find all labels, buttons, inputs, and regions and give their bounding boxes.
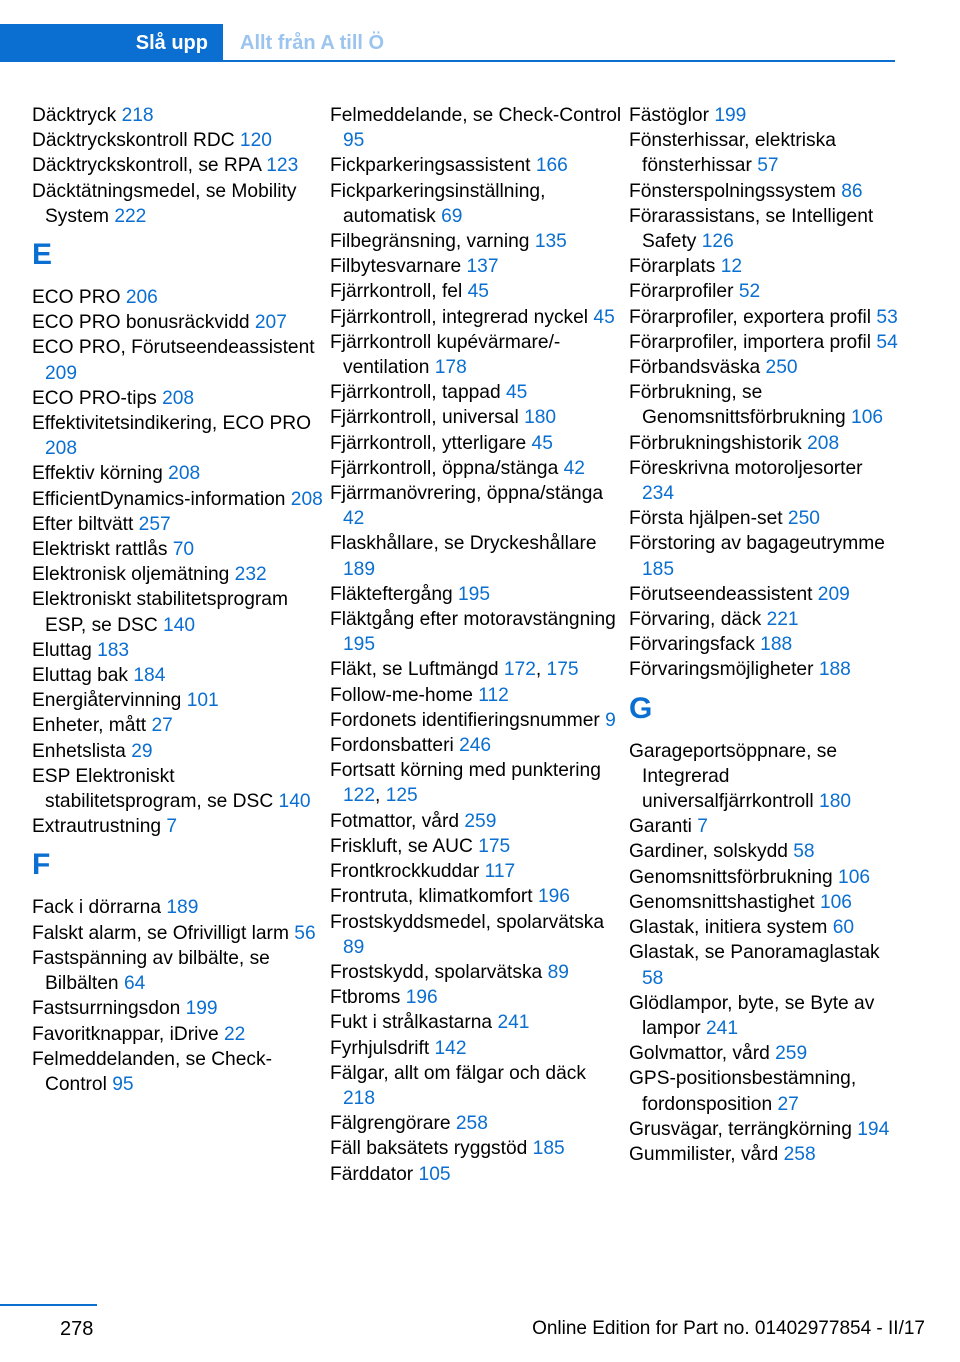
page-link[interactable]: 142 bbox=[434, 1037, 467, 1059]
index-entry-text: Frostskydd, spolarvätska bbox=[330, 961, 543, 983]
page-link[interactable]: 140 bbox=[163, 614, 196, 636]
page-link[interactable]: 57 bbox=[757, 155, 779, 177]
index-entry-text: Förarassistans, se Intelligent Safety bbox=[629, 205, 874, 253]
index-entry-text: Effektiv körning bbox=[32, 463, 163, 485]
page-link[interactable]: 194 bbox=[857, 1118, 890, 1140]
index-entry bbox=[629, 330, 899, 355]
index-entry bbox=[629, 1041, 899, 1066]
index-entry bbox=[629, 607, 899, 632]
page-link[interactable]: 106 bbox=[838, 866, 871, 888]
page-link[interactable]: 54 bbox=[876, 331, 898, 353]
page-link[interactable]: 209 bbox=[817, 583, 850, 605]
index-entry-text: Fordonsbatteri bbox=[330, 735, 454, 757]
tab-sla-upp[interactable]: Slå upp bbox=[0, 24, 223, 62]
index-entry bbox=[330, 179, 622, 229]
index-entry-text: Favoritknappar, iDrive bbox=[32, 1023, 219, 1045]
index-entry bbox=[32, 739, 324, 764]
index-entry bbox=[330, 708, 622, 733]
index-entry bbox=[32, 310, 324, 335]
index-entry-text: Fönsterhissar, elektriska fönsterhissar bbox=[629, 130, 836, 177]
index-entry bbox=[32, 285, 324, 310]
index-entry bbox=[32, 1047, 324, 1097]
index-entry bbox=[629, 632, 899, 657]
index-entry-text: ECO PRO, Förutseendeassistent bbox=[32, 337, 315, 359]
header-tab-bar bbox=[0, 24, 895, 62]
page-link[interactable]: 106 bbox=[819, 891, 852, 913]
page-link[interactable]: 208 bbox=[45, 438, 78, 460]
page-link[interactable]: 259 bbox=[464, 810, 497, 832]
index-entry bbox=[32, 638, 324, 663]
section-letter: G bbox=[629, 691, 653, 725]
page-link[interactable]: 52 bbox=[738, 281, 761, 303]
index-entry-text: Förarprofiler, exportera profil bbox=[629, 306, 872, 328]
page-link[interactable]: 258 bbox=[783, 1143, 816, 1165]
index-entry-text: Däcktryck bbox=[32, 105, 117, 126]
index-entry bbox=[330, 960, 622, 985]
index-entry bbox=[629, 657, 899, 682]
page-link[interactable]: 208 bbox=[162, 387, 195, 409]
index-entry-text: Däcktätningsmedel, se Mobility System bbox=[32, 180, 297, 227]
index-entry bbox=[32, 996, 324, 1021]
index-entry bbox=[32, 814, 324, 839]
index-entry bbox=[629, 915, 899, 940]
index-entry-text: ESP Elektroniskt stabilitetsprogram, se DSC bbox=[32, 765, 274, 813]
index-entry bbox=[330, 910, 622, 960]
page-link[interactable]: 222 bbox=[114, 205, 147, 227]
index-entry bbox=[330, 1010, 622, 1035]
index-entry bbox=[32, 461, 324, 486]
page-link[interactable]: 257 bbox=[138, 513, 171, 535]
page-link[interactable]: 196 bbox=[405, 987, 438, 1009]
page-link[interactable]: 185 bbox=[532, 1138, 565, 1160]
page-link[interactable]: 45 bbox=[467, 281, 489, 303]
page-link[interactable]: 58 bbox=[793, 841, 815, 863]
index-entry-text: Garanti bbox=[629, 816, 692, 838]
index-entry bbox=[629, 355, 899, 380]
index-entry-text: Frontkrockkuddar bbox=[330, 861, 480, 883]
page-link[interactable]: 27 bbox=[151, 715, 173, 737]
page-link[interactable]: 208 bbox=[168, 463, 201, 485]
index-column-2 bbox=[330, 103, 622, 1187]
page-link[interactable]: 7 bbox=[697, 816, 708, 838]
page-link[interactable]: 199 bbox=[185, 998, 218, 1020]
index-entry bbox=[32, 103, 324, 128]
page-link[interactable]: 112 bbox=[478, 684, 509, 706]
index-entry-text: ECO PRO bbox=[32, 287, 121, 309]
index-entry bbox=[629, 204, 899, 254]
index-entry-text: Fjärrkontroll, universal bbox=[330, 407, 519, 429]
page-link[interactable]: 101 bbox=[186, 690, 219, 712]
page-link[interactable]: 207 bbox=[254, 312, 287, 334]
index-entry-text: Fastspänning av bilbälte, se Bilbälten bbox=[32, 947, 270, 995]
index-entry-text: Filbytesvarnare bbox=[330, 256, 462, 278]
page-link[interactable]: 199 bbox=[714, 105, 747, 126]
index-entry bbox=[330, 1136, 622, 1161]
page-link[interactable]: 188 bbox=[760, 634, 793, 656]
index-entry-text: Förvaringsmöjligheter bbox=[629, 659, 814, 681]
page-link[interactable]: 95 bbox=[112, 1073, 134, 1095]
index-entry-text: Förarprofiler, importera profil bbox=[629, 331, 872, 353]
index-entry-text: Fälgar, allt om fälgar och däck bbox=[330, 1062, 586, 1084]
index-entry bbox=[330, 582, 622, 607]
page-link[interactable]: 246 bbox=[459, 735, 492, 757]
index-entry-text: Enhetslista bbox=[32, 740, 126, 762]
index-entry-text: Glödlampor, byte, se Byte av lampor bbox=[629, 992, 875, 1039]
page-link[interactable]: 27 bbox=[777, 1093, 799, 1115]
page-link[interactable]: 45 bbox=[593, 306, 615, 328]
index-entry bbox=[629, 940, 899, 990]
index-entry-text: Fjärrkontroll, fel bbox=[330, 281, 463, 303]
index-entry-text: Förbrukning, se Genomsnittsförbrukning bbox=[629, 382, 846, 429]
index-entry-text: Glastak, initiera system bbox=[629, 917, 828, 939]
page-link[interactable]: 218 bbox=[121, 105, 154, 126]
index-entry bbox=[330, 456, 622, 481]
index-entry bbox=[330, 1162, 622, 1187]
index-entry-text: Fäll baksätets ryggstöd bbox=[330, 1138, 528, 1160]
page-link[interactable]: 175 bbox=[546, 659, 579, 681]
index-entry-text: Extrautrustning bbox=[32, 816, 162, 838]
page-link[interactable]: 64 bbox=[123, 973, 146, 995]
index-column-1 bbox=[32, 103, 324, 1097]
index-entry bbox=[629, 739, 899, 815]
index-entry-text: ECO PRO bonusräckvidd bbox=[32, 312, 250, 334]
index-entry-text: Fickparkeringsassistent bbox=[330, 155, 531, 177]
page-link[interactable]: 89 bbox=[547, 961, 569, 983]
page-link[interactable]: 140 bbox=[278, 791, 311, 813]
index-entry-text: Elektronisk oljemätning bbox=[32, 564, 230, 586]
index-entry-text: Fjärrmanövrering, öppna/stänga bbox=[330, 483, 604, 505]
page-link[interactable]: 22 bbox=[223, 1023, 246, 1045]
index-entry-text: Fjärrkontroll, tappad bbox=[330, 382, 501, 404]
index-entry bbox=[32, 946, 324, 996]
page-link[interactable]: 126 bbox=[701, 231, 734, 253]
page-link[interactable]: 89 bbox=[343, 936, 365, 958]
index-entry bbox=[330, 153, 622, 178]
page-link[interactable]: 122 bbox=[343, 785, 376, 807]
index-entry-text: Enheter, mått bbox=[32, 715, 147, 737]
page-link[interactable]: 95 bbox=[343, 130, 365, 152]
index-entry bbox=[32, 895, 324, 920]
page-link[interactable]: 195 bbox=[458, 583, 491, 605]
index-entry: Fortsatt körning med punktering 122, 125 bbox=[330, 760, 601, 807]
index-entry bbox=[629, 305, 899, 330]
index-entry bbox=[32, 411, 324, 461]
page-link[interactable]: 9 bbox=[605, 709, 616, 731]
index-entry bbox=[330, 607, 622, 657]
page-link[interactable]: 206 bbox=[125, 287, 158, 309]
index-entry bbox=[32, 487, 324, 512]
index-entry-text: Förstoring av bagageutrymme bbox=[629, 533, 885, 555]
index-entry-text: Energiåtervinning bbox=[32, 690, 182, 712]
page-link[interactable]: 178 bbox=[434, 357, 467, 379]
index-entry-text: Follow-me-home bbox=[330, 684, 473, 706]
index-entry bbox=[629, 1142, 899, 1167]
index-entry bbox=[330, 330, 622, 380]
index-entry bbox=[330, 380, 622, 405]
page-link[interactable]: 183 bbox=[97, 639, 130, 661]
index-entry bbox=[32, 587, 324, 637]
index-entry-text: Fordonets identifieringsnummer bbox=[330, 709, 600, 731]
index-entry bbox=[330, 531, 622, 581]
page-link[interactable]: 42 bbox=[563, 457, 585, 479]
index-entry-text: Flaskhållare, se Dryckeshållare bbox=[330, 533, 597, 555]
index-entry-text: Falskt alarm, se Ofrivilligt larm bbox=[32, 922, 289, 944]
page-link[interactable]: 60 bbox=[832, 917, 855, 939]
index-entry bbox=[629, 254, 899, 279]
page-link[interactable]: 234 bbox=[642, 483, 675, 505]
page-link[interactable]: 56 bbox=[294, 922, 316, 944]
page-link[interactable]: 45 bbox=[531, 432, 553, 454]
page-link[interactable]: 209 bbox=[45, 362, 78, 384]
index-entry bbox=[330, 733, 622, 758]
index-entry bbox=[32, 537, 324, 562]
index-entry-text: Genomsnittshastighet bbox=[629, 891, 815, 913]
index-entry bbox=[32, 921, 324, 946]
index-entry-text: Föreskrivna motoroljesorter bbox=[629, 457, 863, 479]
index-entry-text: Felmeddelande, se Check-Control bbox=[330, 105, 622, 126]
page-link[interactable]: 188 bbox=[818, 659, 851, 681]
page-link[interactable]: 29 bbox=[131, 740, 153, 762]
index-entry bbox=[629, 431, 899, 456]
index-entry-text: Förvaring, däck bbox=[629, 609, 762, 631]
index-entry-text: GPS-positionsbestämning, fordonsposition bbox=[629, 1068, 857, 1115]
index-entry-text: Fästöglor bbox=[629, 105, 709, 126]
index-entry bbox=[32, 688, 324, 713]
index-entry bbox=[32, 1022, 324, 1047]
index-entry-text: Fönsterspolningssystem bbox=[629, 180, 836, 202]
index-entry-text: Frostskyddsmedel, spolarvätska bbox=[330, 911, 605, 933]
index-entry bbox=[629, 103, 899, 128]
index-entry bbox=[629, 1066, 899, 1116]
page-link[interactable]: 42 bbox=[343, 508, 365, 530]
index-entry-text: Golvmattor, vård bbox=[629, 1043, 770, 1065]
index-entry bbox=[330, 1111, 622, 1136]
index-entry-text: Eluttag bbox=[32, 639, 92, 661]
index-entry: Fläkt, se Luftmängd 172, 175 bbox=[330, 659, 579, 681]
index-entry bbox=[629, 380, 899, 430]
index-entry bbox=[330, 305, 622, 330]
section-letter: F bbox=[32, 848, 51, 882]
page-link[interactable]: 12 bbox=[720, 256, 743, 278]
page-link[interactable]: 172 bbox=[503, 659, 536, 681]
index-entry-text: Förarplats bbox=[629, 256, 716, 278]
page-link[interactable]: 218 bbox=[343, 1087, 376, 1109]
index-entry bbox=[330, 834, 622, 859]
index-entry-text: Grusvägar, terrängkörning bbox=[629, 1118, 852, 1140]
index-entry-text: ECO PRO-tips bbox=[32, 387, 157, 409]
index-entry-text: Fälgrengörare bbox=[330, 1113, 451, 1135]
index-entry-text: Effektivitetsindikering, ECO PRO bbox=[32, 413, 312, 435]
index-entry bbox=[32, 386, 324, 411]
index-entry bbox=[32, 713, 324, 738]
page-number: 278 bbox=[60, 1318, 94, 1340]
page-link[interactable]: 184 bbox=[133, 665, 166, 687]
index-entry bbox=[330, 481, 622, 531]
page-link[interactable]: 208 bbox=[807, 432, 840, 454]
index-entry-text: Färddator bbox=[330, 1163, 414, 1185]
index-entry-text: Eluttag bak bbox=[32, 665, 129, 687]
index-entry-text: Fack i dörrarna bbox=[32, 897, 162, 919]
index-entry-text: Glastak, se Panoramaglastak bbox=[629, 942, 880, 964]
index-entry bbox=[629, 582, 899, 607]
index-entry bbox=[330, 254, 622, 279]
page-link[interactable]: 208 bbox=[290, 488, 323, 510]
index-entry-text: Fickparkeringsinställning, automatisk bbox=[330, 180, 546, 227]
page-link[interactable]: 175 bbox=[478, 835, 511, 857]
index-entry-text: Fjärrkontroll, integrerad nyckel bbox=[330, 306, 589, 328]
page-link[interactable]: 221 bbox=[766, 609, 799, 631]
index-entry bbox=[32, 562, 324, 587]
index-entry-text: Fläkt, se Luftmängd bbox=[330, 659, 499, 681]
index-entry-text: Genomsnittsförbrukning bbox=[629, 866, 833, 888]
index-entry bbox=[32, 663, 324, 688]
page-link[interactable]: 232 bbox=[234, 564, 267, 586]
index-entry bbox=[32, 764, 324, 814]
page-link[interactable]: 69 bbox=[441, 205, 463, 227]
index-entry-text: Frontruta, klimatkomfort bbox=[330, 886, 533, 908]
page-link[interactable]: 53 bbox=[876, 306, 898, 328]
index-entry-text: Gummilister, vård bbox=[629, 1143, 779, 1165]
index-entry-text: Fläktgång efter motoravstängning bbox=[330, 609, 616, 631]
index-entry bbox=[32, 128, 324, 153]
page-link[interactable]: 250 bbox=[765, 357, 798, 379]
index-entry bbox=[629, 890, 899, 915]
footer-divider bbox=[0, 1304, 97, 1306]
page-link[interactable]: 123 bbox=[266, 155, 299, 177]
edition-info: Online Edition for Part no. 01402977854 - II/17 bbox=[532, 1318, 925, 1339]
index-entry bbox=[629, 128, 899, 178]
index-entry-text: Fortsatt körning med punktering bbox=[330, 760, 601, 782]
index-entry-text: Ftbroms bbox=[330, 987, 401, 1009]
page-link[interactable]: 106 bbox=[851, 407, 884, 429]
page-link[interactable]: 86 bbox=[841, 180, 863, 202]
index-entry-text: Fjärrkontroll, öppna/stänga bbox=[330, 457, 559, 479]
index-entry bbox=[330, 809, 622, 834]
index-entry-text: Fotmattor, vård bbox=[330, 810, 460, 832]
index-entry bbox=[330, 279, 622, 304]
index-entry bbox=[629, 814, 899, 839]
index-entry bbox=[629, 531, 899, 581]
index-entry-text: Fukt i strålkastarna bbox=[330, 1012, 493, 1034]
index-entry bbox=[32, 179, 324, 229]
index-entry-text: Felmeddelanden, se Check-Control bbox=[32, 1048, 272, 1095]
page-link[interactable]: 7 bbox=[166, 816, 178, 838]
page-link[interactable]: 185 bbox=[642, 558, 675, 580]
page-link[interactable]: 259 bbox=[775, 1043, 808, 1065]
page-link[interactable]: 137 bbox=[466, 256, 499, 278]
index-entry-text: Fjärrkontroll, ytterligare bbox=[330, 432, 527, 454]
index-entry bbox=[629, 456, 899, 506]
index-entry-text: Förbrukningshistorik bbox=[629, 432, 802, 454]
page-link[interactable]: 105 bbox=[418, 1163, 451, 1185]
index-entry bbox=[330, 103, 622, 153]
index-entry-text: Fastsurrningsdon bbox=[32, 998, 181, 1020]
index-entry bbox=[629, 865, 899, 890]
index-entry-text: EfficientDynamics-information bbox=[32, 488, 286, 510]
section-letter: E bbox=[32, 238, 53, 272]
index-entry-text: Däcktryckskontroll, se RPA bbox=[32, 155, 261, 177]
index-entry bbox=[330, 1036, 622, 1061]
index-entry-text: Fläkteftergång bbox=[330, 583, 453, 605]
page-link[interactable]: 250 bbox=[787, 508, 820, 530]
index-entry-text: Elektriskt rattlås bbox=[32, 539, 168, 561]
index-entry bbox=[330, 405, 622, 430]
index-entry bbox=[629, 506, 899, 531]
page-link[interactable]: 241 bbox=[706, 1017, 739, 1039]
page-link[interactable]: 117 bbox=[484, 861, 516, 883]
page-link[interactable]: 189 bbox=[166, 897, 199, 919]
page-link[interactable]: 180 bbox=[819, 791, 852, 813]
index-entry-text: Första hjälpen-set bbox=[629, 508, 783, 530]
page-link[interactable]: 125 bbox=[385, 785, 418, 807]
index-entry bbox=[330, 1061, 622, 1111]
index-entry-text: Gardiner, solskydd bbox=[629, 841, 788, 863]
index-entry-text: Fyrhjulsdrift bbox=[330, 1037, 430, 1059]
index-entry bbox=[629, 279, 899, 304]
page-link[interactable]: 241 bbox=[497, 1012, 530, 1034]
index-entry bbox=[629, 1117, 899, 1142]
index-entry-text: Fjärrkontroll kupévärmare/-ventilation bbox=[330, 331, 561, 379]
page-link[interactable]: 166 bbox=[535, 155, 568, 177]
index-entry bbox=[32, 153, 324, 178]
index-entry-text: Förutseendeassistent bbox=[629, 583, 813, 605]
tab-allt-fran-a-till-o[interactable]: Allt från A till Ö bbox=[240, 32, 385, 54]
index-entry-text: Däcktryckskontroll RDC bbox=[32, 130, 235, 152]
page-link[interactable]: 58 bbox=[642, 967, 664, 989]
index-entry bbox=[330, 683, 622, 708]
page-link[interactable]: 258 bbox=[455, 1113, 488, 1135]
page-link[interactable]: 45 bbox=[505, 382, 528, 404]
index-entry bbox=[629, 839, 899, 864]
index-entry-text: Filbegränsning, varning bbox=[330, 231, 530, 253]
page-link[interactable]: 120 bbox=[239, 130, 272, 152]
index-entry-text: Förvaringsfack bbox=[629, 634, 755, 656]
page-link[interactable]: 70 bbox=[172, 539, 195, 561]
page-link[interactable]: 195 bbox=[343, 634, 376, 656]
index-entry bbox=[330, 859, 622, 884]
index-entry bbox=[32, 335, 324, 385]
index-entry-text: Förarprofiler bbox=[629, 281, 734, 303]
index-entry-text: Elektroniskt stabilitetsprogram ESP, se DSC bbox=[32, 589, 288, 636]
page-link[interactable]: 196 bbox=[537, 886, 570, 908]
index-entry bbox=[32, 512, 324, 537]
index-entry-text: Garageportsöppnare, se Integrerad universalfjärrkontroll bbox=[629, 740, 837, 813]
page-link[interactable]: 180 bbox=[524, 407, 557, 429]
index-entry bbox=[330, 229, 622, 254]
index-entry-text: Förbandsväska bbox=[629, 357, 761, 379]
index-entry bbox=[629, 179, 899, 204]
index-entry bbox=[629, 991, 899, 1041]
page-link[interactable]: 135 bbox=[534, 231, 567, 253]
index-entry-text: Friskluft, se AUC bbox=[330, 835, 473, 857]
index-entry bbox=[330, 884, 622, 909]
page-link[interactable]: 189 bbox=[343, 558, 376, 580]
index-entry-text: Efter biltvätt bbox=[32, 513, 134, 535]
index-entry bbox=[330, 431, 622, 456]
index-entry bbox=[330, 985, 622, 1010]
index-column-3 bbox=[629, 103, 899, 1167]
